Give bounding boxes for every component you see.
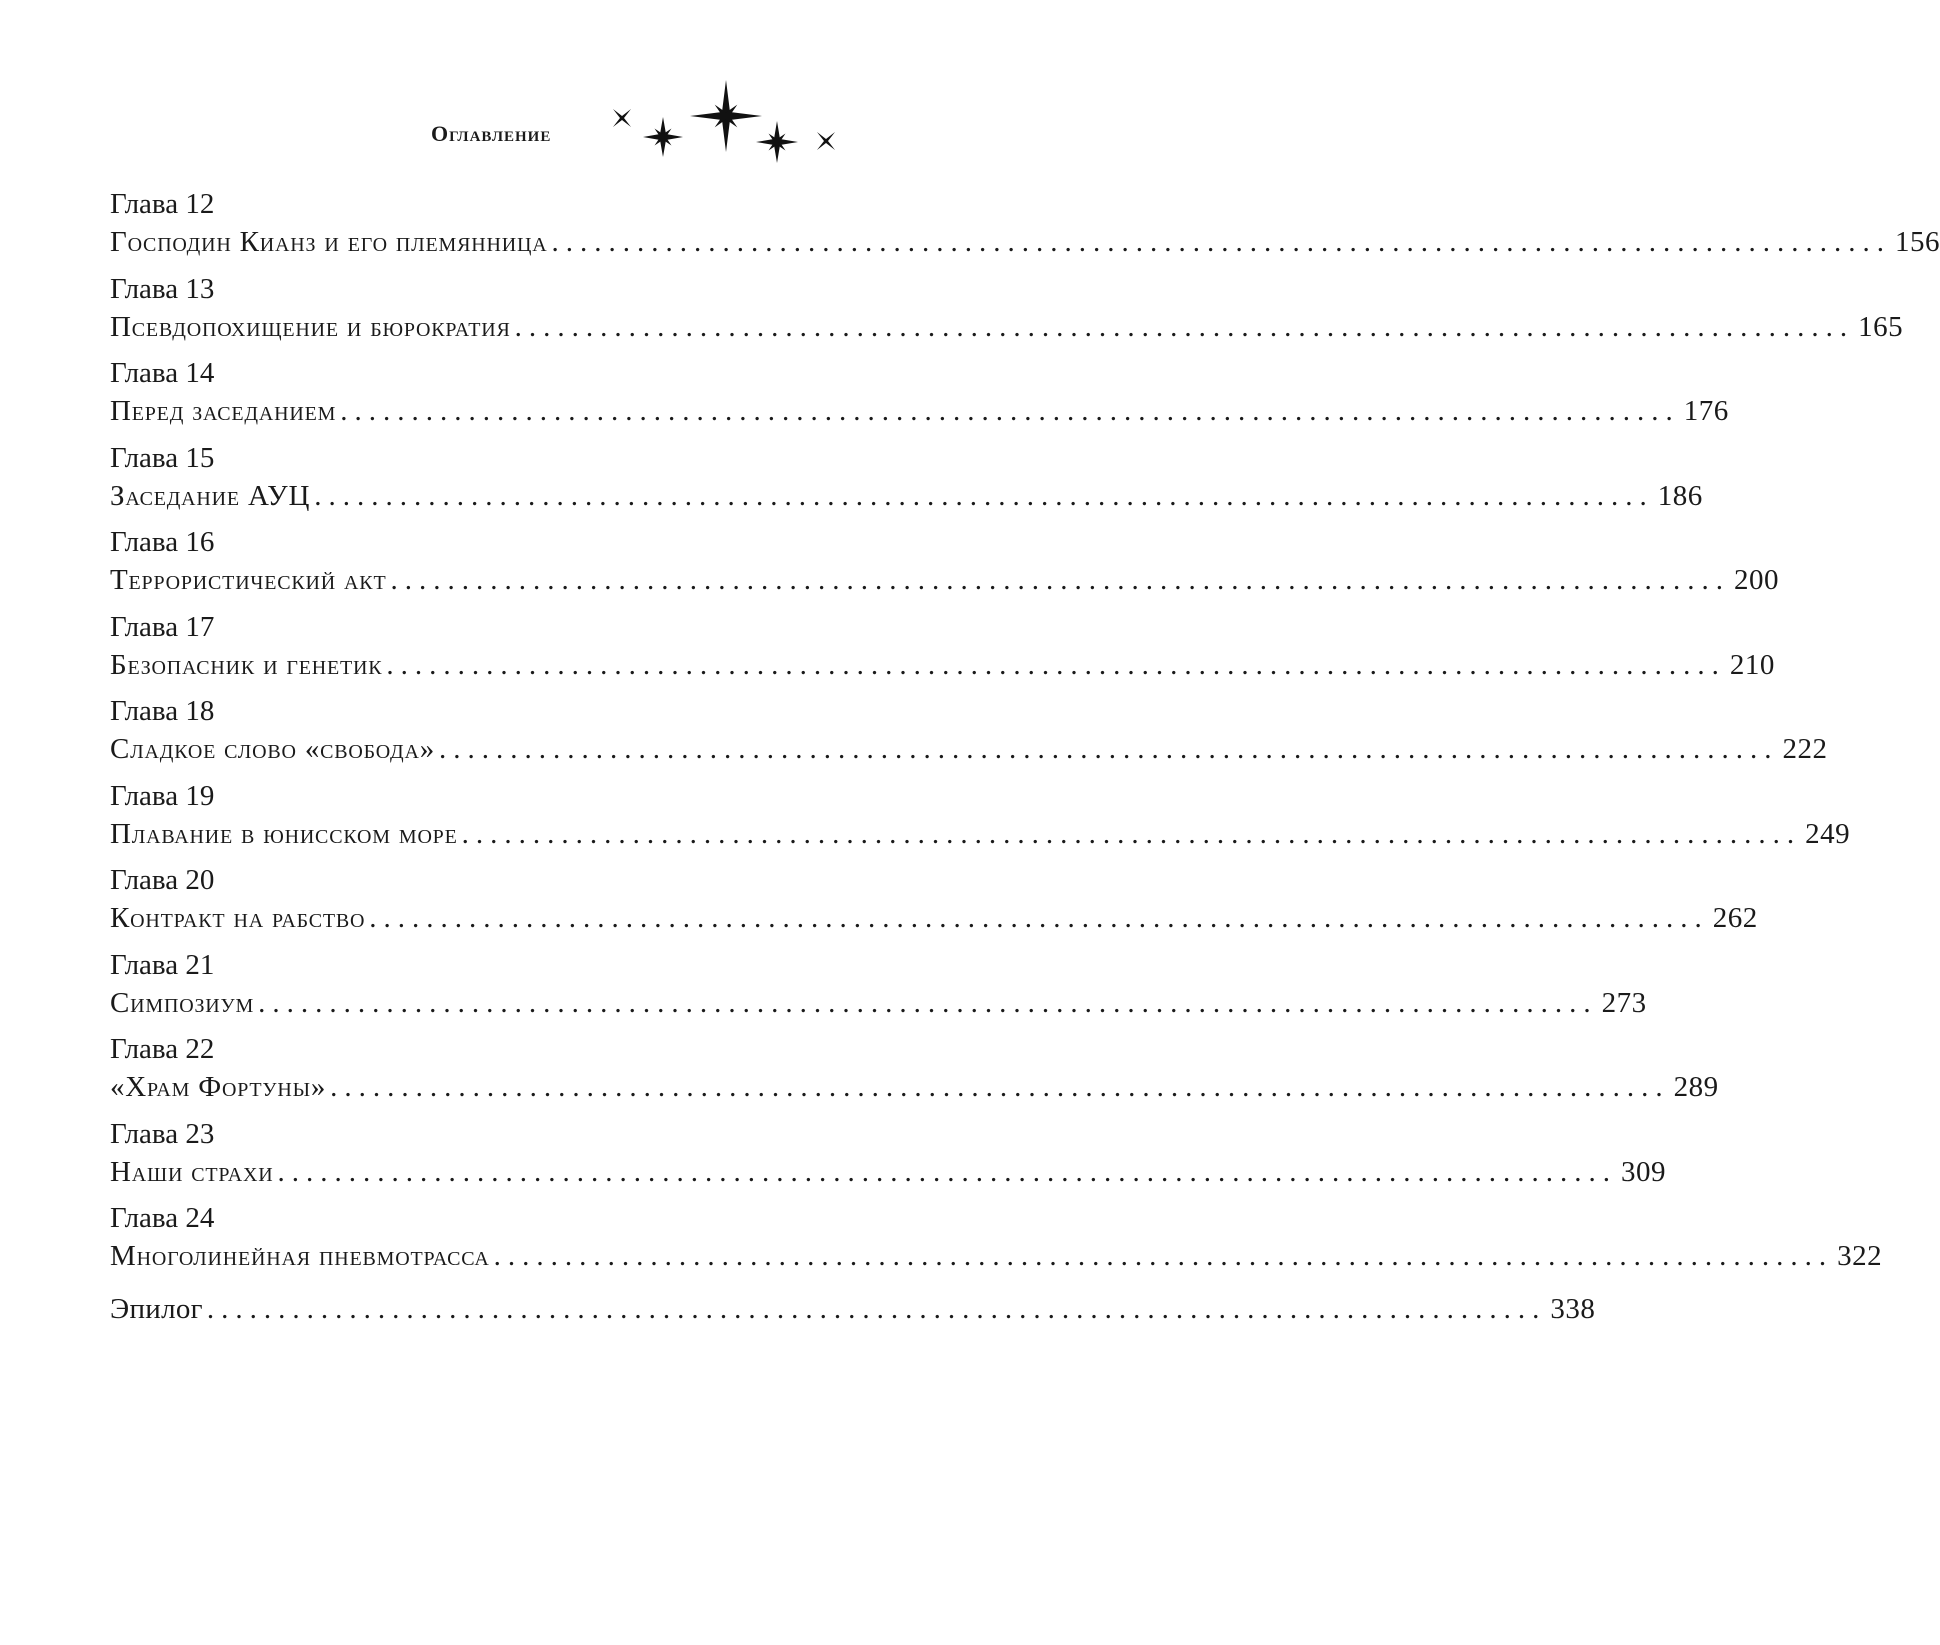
toc-page-number: 176: [1683, 395, 1729, 427]
toc-leader-dots: ..............................................................................................: [314, 479, 1654, 512]
toc-chapter-title: Сладкое слово «свобода»: [110, 733, 436, 765]
toc-page-number: 322: [1837, 1240, 1883, 1272]
toc-chapter-line[interactable]: [110, 645, 1775, 685]
toc-chapter-title: Безопасник и генетик: [110, 648, 383, 681]
toc-leader-dots: ..............................................................................................: [439, 733, 1779, 765]
toc-entry: [110, 524, 1779, 609]
toc-list: [110, 186, 1940, 1285]
toc-chapter-line[interactable]: [110, 983, 1647, 1023]
toc-chapter-line[interactable]: [110, 476, 1703, 516]
toc-entry: [110, 693, 1828, 778]
toc-leader-dots: ..............................................................................................: [390, 564, 1730, 596]
toc-leader-dots: ..............................................................................................: [277, 1155, 1618, 1188]
toc-entry: [110, 1116, 1667, 1201]
toc-chapter-title: Плавание в юнисском море: [110, 817, 458, 850]
toc-chapter-line[interactable]: [110, 1152, 1667, 1192]
toc-chapter-title: Псевдопохищение и бюрократия: [110, 310, 511, 343]
toc-page-number: 262: [1712, 902, 1758, 934]
toc-chapter-number: Глава 23: [110, 1117, 215, 1150]
toc-chapter-title: «Храм Фортуны»: [110, 1071, 327, 1103]
toc-epilogue-page: 338: [1550, 1292, 1596, 1325]
toc-page-number: 186: [1657, 479, 1703, 512]
toc-entry: [110, 862, 1758, 947]
table-of-contents: [110, 186, 1940, 1329]
toc-chapter-title: Контракт на рабство: [110, 902, 366, 934]
toc-chapter-number: Глава 13: [110, 272, 215, 305]
toc-leader-dots: ..............................................................................................: [461, 817, 1802, 850]
toc-page-number: 273: [1601, 986, 1647, 1019]
toc-leader-dots: ..............................................................................................: [514, 310, 1855, 343]
toc-entry: [110, 355, 1729, 440]
toc-leader-dots: ..............................................................................................: [493, 1240, 1834, 1272]
toc-entry: [110, 271, 1904, 356]
toc-leader-dots: ..............................................................................................: [369, 902, 1709, 934]
toc-chapter-number: Глава 21: [110, 948, 215, 981]
toc-chapter-number: Глава 15: [110, 441, 215, 474]
toc-chapter-number: Глава 22: [110, 1033, 215, 1065]
toc-leader-dots: ..............................................................................................: [551, 226, 1891, 258]
page-header-title: Оглавление: [431, 121, 552, 146]
toc-chapter-line[interactable]: [110, 307, 1904, 347]
toc-chapter-number: Глава 19: [110, 779, 215, 812]
toc-page-number: 165: [1858, 310, 1904, 343]
toc-page-number: 210: [1729, 648, 1775, 681]
toc-entry: [110, 440, 1703, 525]
toc-page-number: 289: [1673, 1071, 1719, 1103]
toc-entry: [110, 609, 1775, 694]
toc-epilogue-title: Эпилог: [110, 1292, 203, 1325]
toc-page-number: 200: [1733, 564, 1779, 596]
toc-chapter-line[interactable]: [110, 1067, 1719, 1107]
toc-entry: [110, 947, 1647, 1032]
toc-chapter-line[interactable]: [110, 814, 1851, 854]
toc-page-number: 249: [1805, 817, 1851, 850]
toc-chapter-number: Глава 20: [110, 864, 215, 896]
toc-chapter-line[interactable]: [110, 222, 1940, 262]
toc-leader-dots: ..............................................................................................: [330, 1071, 1670, 1103]
toc-chapter-line[interactable]: [110, 729, 1828, 769]
toc-chapter-number: Глава 17: [110, 610, 215, 643]
toc-chapter-title: Многолинейная пневмотрасса: [110, 1240, 490, 1272]
toc-entry: [110, 1200, 1883, 1285]
toc-chapter-number: Глава 24: [110, 1202, 215, 1234]
toc-chapter-number: Глава 18: [110, 695, 215, 727]
toc-chapter-number: Глава 16: [110, 526, 215, 558]
toc-chapter-number: Глава 14: [110, 357, 215, 389]
toc-chapter-title: Террористический акт: [110, 564, 387, 596]
toc-epilogue-line[interactable]: [110, 1289, 1596, 1329]
toc-entry: [110, 778, 1851, 863]
toc-page-number: 309: [1621, 1155, 1667, 1188]
toc-leader-dots: ..............................................................................................: [258, 986, 1598, 1019]
toc-chapter-title: Перед заседанием: [110, 395, 337, 427]
stars-ornament-icon: [630, 80, 880, 180]
toc-page-number: 222: [1782, 733, 1828, 765]
toc-chapter-title: Заседание АУЦ: [110, 479, 311, 512]
toc-chapter-title: Симпозиум: [110, 986, 255, 1019]
toc-leader-dots: ..............................................................................................: [340, 395, 1680, 427]
toc-chapter-number: Глава 12: [110, 188, 215, 220]
toc-chapter-title: Наши страхи: [110, 1155, 274, 1188]
toc-chapter-line[interactable]: [110, 391, 1729, 431]
toc-entry: [110, 186, 1940, 271]
toc-page-number: 156: [1894, 226, 1940, 258]
toc-entry: [110, 1031, 1719, 1116]
toc-chapter-title: Господин Кианз и его племянница: [110, 226, 548, 258]
toc-leader-dots: ..............................................................................................: [206, 1292, 1547, 1325]
toc-chapter-line[interactable]: [110, 898, 1758, 938]
toc-chapter-line[interactable]: [110, 560, 1779, 600]
toc-leader-dots: ..............................................................................................: [386, 648, 1726, 681]
toc-chapter-line[interactable]: [110, 1236, 1883, 1276]
